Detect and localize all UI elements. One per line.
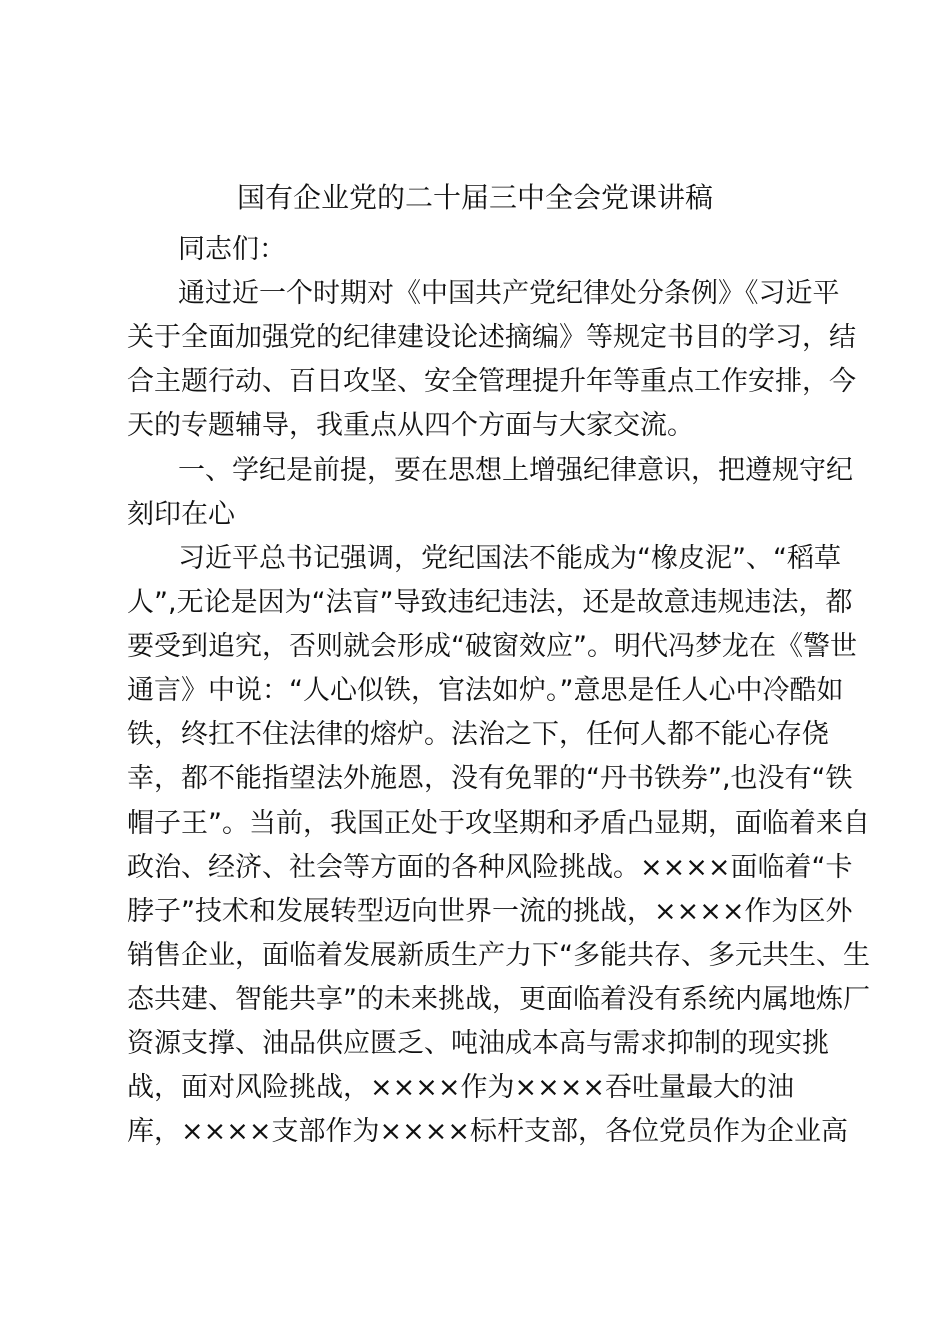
paragraph-line: 资源支撑、油品供应匮乏、吨油成本高与需求抑制的现实挑 [127, 1028, 829, 1059]
paragraph-line: 销售企业，面临着发展新质生产力下“多能共存、多元共生、生 [127, 940, 870, 971]
paragraph-line: 要受到追究，否则就会形成“破窗效应”。明代冯梦龙在《警世 [127, 631, 857, 662]
paragraph-line: 天的专题辅导，我重点从四个方面与大家交流。 [127, 410, 694, 441]
paragraph-line: 库，××××支部作为××××标杆支部，各位党员作为企业高 [127, 1116, 848, 1147]
paragraph-line: 脖子”技术和发展转型迈向世界一流的挑战，××××作为区外 [127, 896, 853, 927]
paragraph-line: 通言》中说：“人心似铁，官法如炉。”意思是任人心中冷酷如 [127, 675, 844, 706]
paragraph-line: 关于全面加强党的纪律建设论述摘编》等规定书目的学习，结 [127, 322, 856, 353]
paragraph-line: 战，面对风险挑战，××××作为××××吞吐量最大的油 [127, 1072, 794, 1103]
paragraph-line: 习近平总书记强调，党纪国法不能成为“橡皮泥”、“稻草 [178, 543, 841, 574]
paragraph-line: 通过近一个时期对《中国共产党纪律处分条例》《习近平 [178, 278, 840, 309]
paragraph-line: 幸，都不能指望法外施恩，没有免罪的“丹书铁券”,也没有“铁 [127, 763, 853, 794]
salutation: 同志们： [178, 234, 286, 265]
paragraph-line: 态共建、智能共享”的未来挑战，更面临着没有系统内属地炼厂 [127, 984, 870, 1015]
paragraph-line: 政治、经济、社会等方面的各种风险挑战。××××面临着“卡 [127, 852, 853, 883]
paragraph-line: 铁，终扛不住法律的熔炉。法治之下，任何人都不能心存侥 [127, 719, 829, 750]
section-heading-line: 一、学纪是前提，要在思想上增强纪律意识，把遵规守纪 [178, 455, 853, 486]
paragraph-line: 合主题行动、百日攻坚、安全管理提升年等重点工作安排，今 [127, 366, 856, 397]
paragraph-line: 帽子王”。当前，我国正处于攻坚期和矛盾凸显期，面临着来自 [127, 808, 870, 839]
paragraph-line: 人”,无论是因为“法盲”导致违纪违法，还是故意违规违法，都 [127, 587, 853, 618]
section-heading-line: 刻印在心 [127, 499, 235, 530]
document-title: 国有企业党的二十届三中全会党课讲稿 [236, 181, 713, 214]
